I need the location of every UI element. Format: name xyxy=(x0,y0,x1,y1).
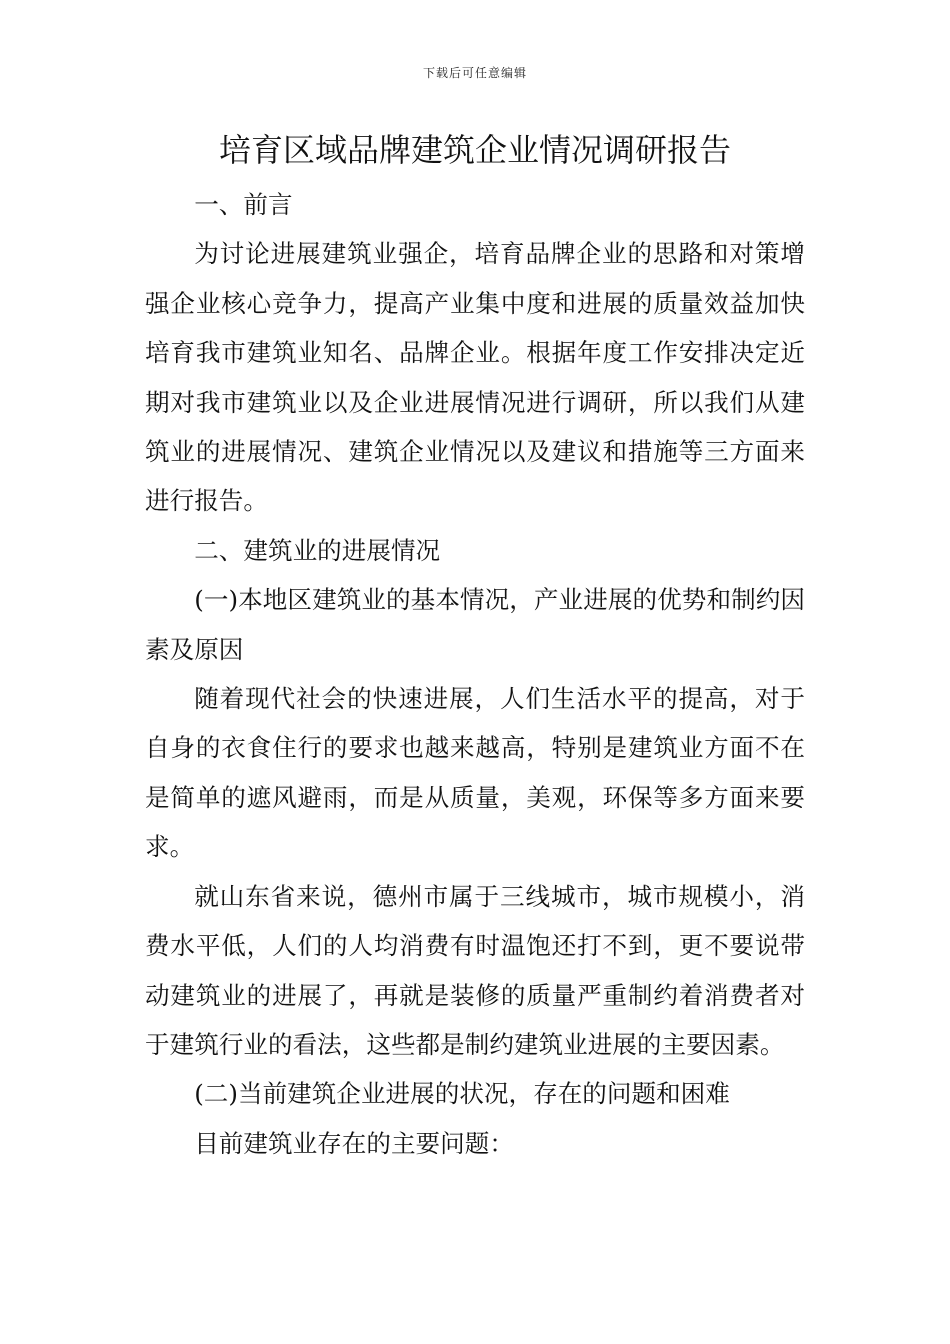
paragraph-intro: 为讨论进展建筑业强企，培育品牌企业的思路和对策增强企业核心竞争力，提高产业集中度和进展的质量效益加快培育我市建筑业知名、品牌企业。根据年度工作安排决定近期对我市建筑业以及企业进展情况进行调研，所以我们从建筑业的进展情况、建筑企业情况以及建议和措施等三方面来进行报告。 xyxy=(145,239,805,516)
document-body xyxy=(145,180,805,1168)
header-note: 下载后可任意编辑 xyxy=(422,66,527,80)
section-heading-development: 二、建筑业的进展情况 xyxy=(194,535,441,565)
section-heading-preface: 一、前言 xyxy=(194,190,293,219)
document-title: 培育区域品牌建筑企业情况调研报告 xyxy=(218,131,731,169)
paragraph-social-development: 随着现代社会的快速进展，人们生活水平的提高，对于自身的衣食住行的要求也越来越高，特别是建筑业方面不在是简单的遮风避雨，而是从质量，美观，环保等多方面来要求。 xyxy=(145,684,805,862)
paragraph-shandong: 就山东省来说，德州市属于三线城市，城市规模小，消费水平低，人们的人均消费有时温饱还打不到，更不要说带动建筑业的进展了，再就是装修的质量严重制约着消费者对于建筑行业的看法，这些都是制约建筑业进展的主要因素。 xyxy=(145,881,805,1059)
subheading-current-status: (二)当前建筑企业进展的状况，存在的问题和困难 xyxy=(194,1079,730,1109)
paragraph-main-problems: 目前建筑业存在的主要问题： xyxy=(194,1128,514,1158)
subheading-basic-situation: (一)本地区建筑业的基本情况，产业进展的优势和制约因素及原因 xyxy=(145,585,805,664)
